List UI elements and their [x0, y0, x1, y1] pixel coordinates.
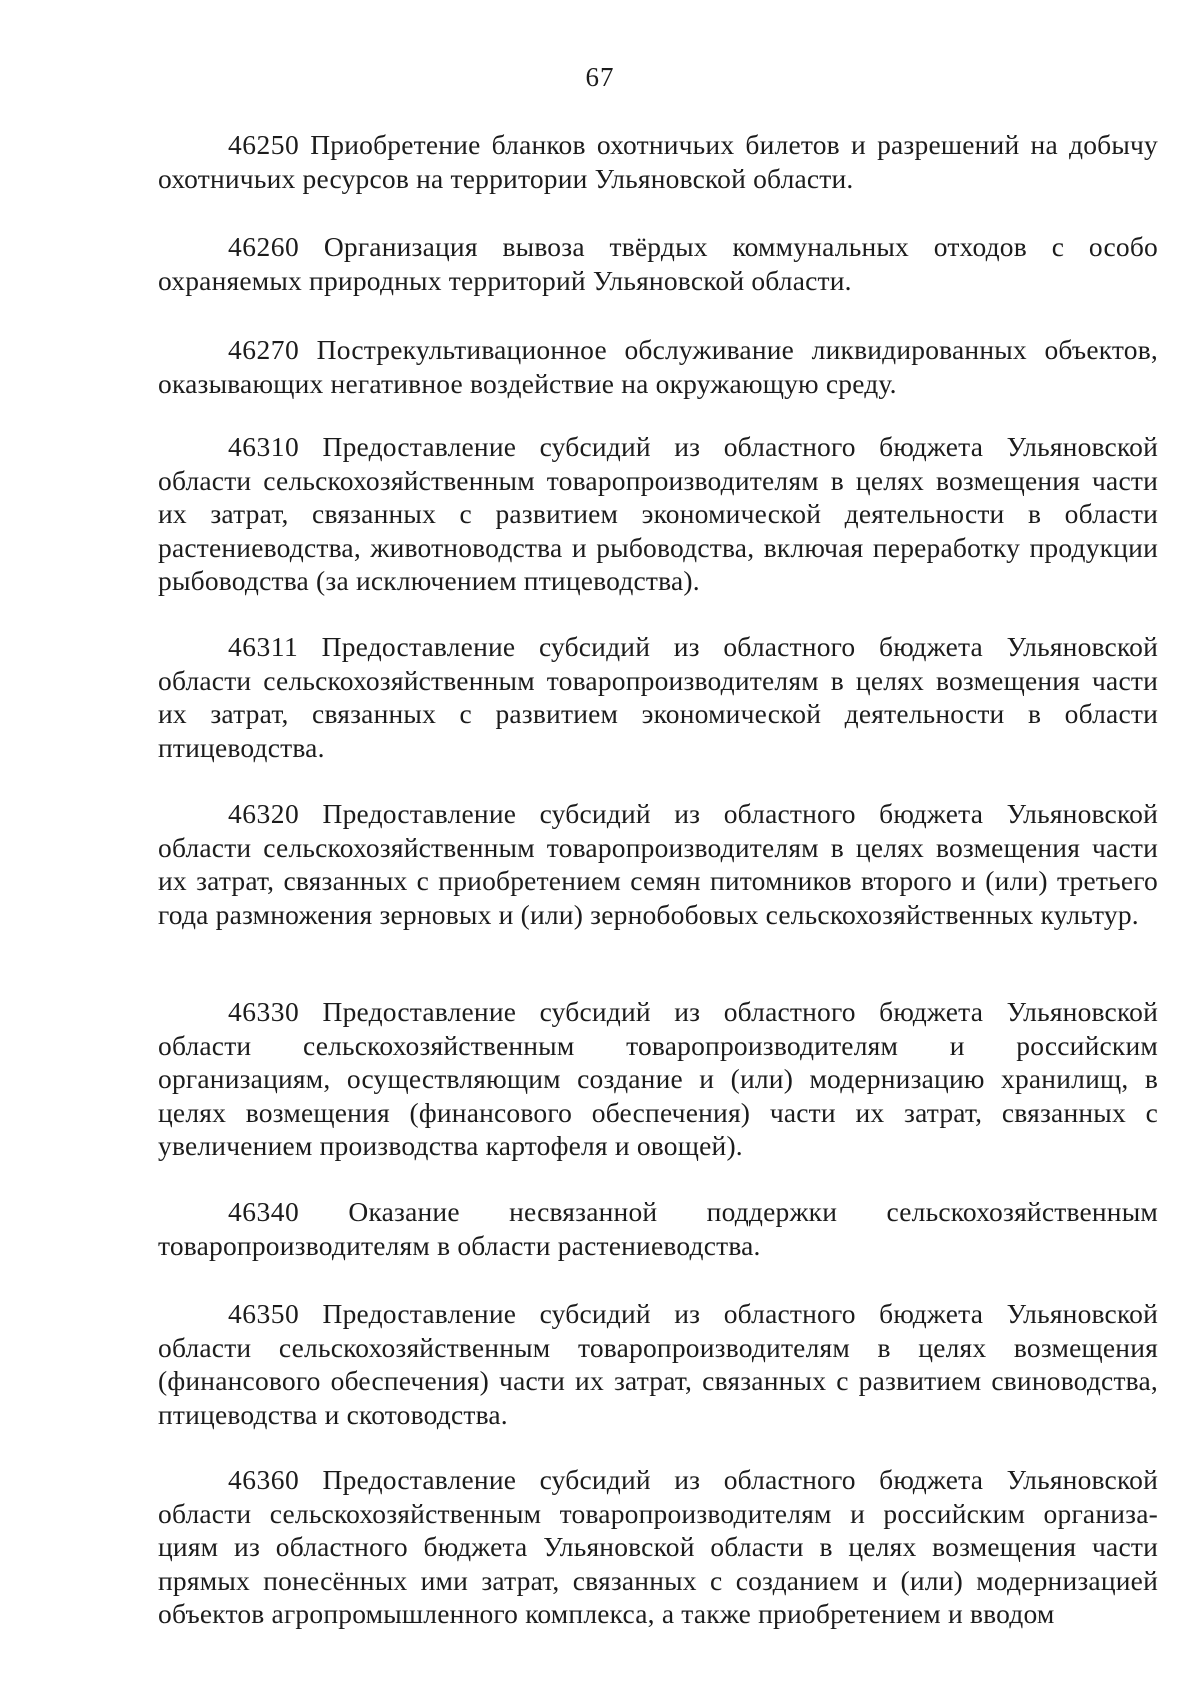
entry-text: Пострекультивационное обслуживание ликвидированных объектов, оказывающих негативное воздействие на окружающую среду. — [158, 334, 1158, 399]
classification-entry — [158, 797, 1158, 931]
classification-entry — [158, 333, 1158, 400]
page-number: 67 — [585, 62, 615, 92]
entry-text: Предоставление субсидий из областного бюджета Ульяновской области сельскохозяйственным товаропроизводителям в целях возмещения части их затрат, связанных с развитием экономической деятельности в области растениеводства, животноводства и рыбоводства, включая переработку продукции рыбоводства (за исключением птицеводства). — [158, 431, 1158, 596]
entry-code: 46320 — [228, 798, 300, 829]
entry-text: Предоставление субсидий из областного бюджета Ульяновской области сельскохозяйственным товаропроизводителям в целях возмещения части их затрат, связанных с приобретением семян питомников второго и (или) третьего года размножения зерновых и (или) зернобобовых сельскохозяйственных культур. — [158, 798, 1158, 930]
entry-text: Оказание несвязанной поддержки сельскохозяйственным товаропроизводителям в области растениеводства. — [158, 1196, 1158, 1261]
entry-code: 46310 — [228, 431, 300, 462]
classification-entry — [158, 630, 1158, 764]
classification-entry — [158, 1195, 1158, 1262]
entry-code: 46330 — [228, 996, 300, 1027]
classification-entry — [158, 1463, 1158, 1631]
entry-code: 46350 — [228, 1298, 300, 1329]
entry-text: Предоставление субсидий из областного бюджета Ульяновской области сельскохозяйственным товаропроизводителям и российским организа-циям из областного бюджета Ульяновской области в целях возмещения части прямых понесённых ими затрат, связанных с созданием и (или) модернизацией объектов агропромышленного комплекса, а также приобретением и вводом — [158, 1464, 1158, 1629]
classification-entry — [158, 1297, 1158, 1431]
classification-entry — [158, 995, 1158, 1163]
classification-entry — [158, 230, 1158, 297]
entry-text: Приобретение бланков охотничьих билетов и разрешений на добычу охотничьих ресурсов на территории Ульяновской области. — [158, 129, 1158, 194]
entry-text: Предоставление субсидий из областного бюджета Ульяновской области сельскохозяйственным товаропроизводителям в целях возмещения (финансового обеспечения) части их затрат, связанных с развитием свиноводства, птицеводства и скотоводства. — [158, 1298, 1158, 1430]
entry-code: 46270 — [228, 334, 300, 365]
entry-text: Предоставление субсидий из областного бюджета Ульяновской области сельскохозяйственным товаропроизводителям и российским организациям, осуществляющим создание и (или) модернизацию хранилищ, в целях возмещения (финансового обеспечения) части их затрат, связанных с увеличением производства картофеля и овощей). — [158, 996, 1158, 1161]
classification-entry — [158, 430, 1158, 598]
classification-entry — [158, 128, 1158, 195]
entry-code: 46311 — [228, 631, 299, 662]
entry-text: Предоставление субсидий из областного бюджета Ульяновской области сельскохозяйственным товаропроизводителям в целях возмещения части их затрат, связанных с развитием экономической деятельности в области птицеводства. — [158, 631, 1158, 763]
entry-code: 46340 — [228, 1196, 300, 1227]
entry-code: 46250 — [228, 129, 300, 160]
entry-text: Организация вывоза твёрдых коммунальных отходов с особо охраняемых природных территорий Ульяновской области. — [158, 231, 1158, 296]
entry-code: 46260 — [228, 231, 300, 262]
entry-code: 46360 — [228, 1464, 300, 1495]
